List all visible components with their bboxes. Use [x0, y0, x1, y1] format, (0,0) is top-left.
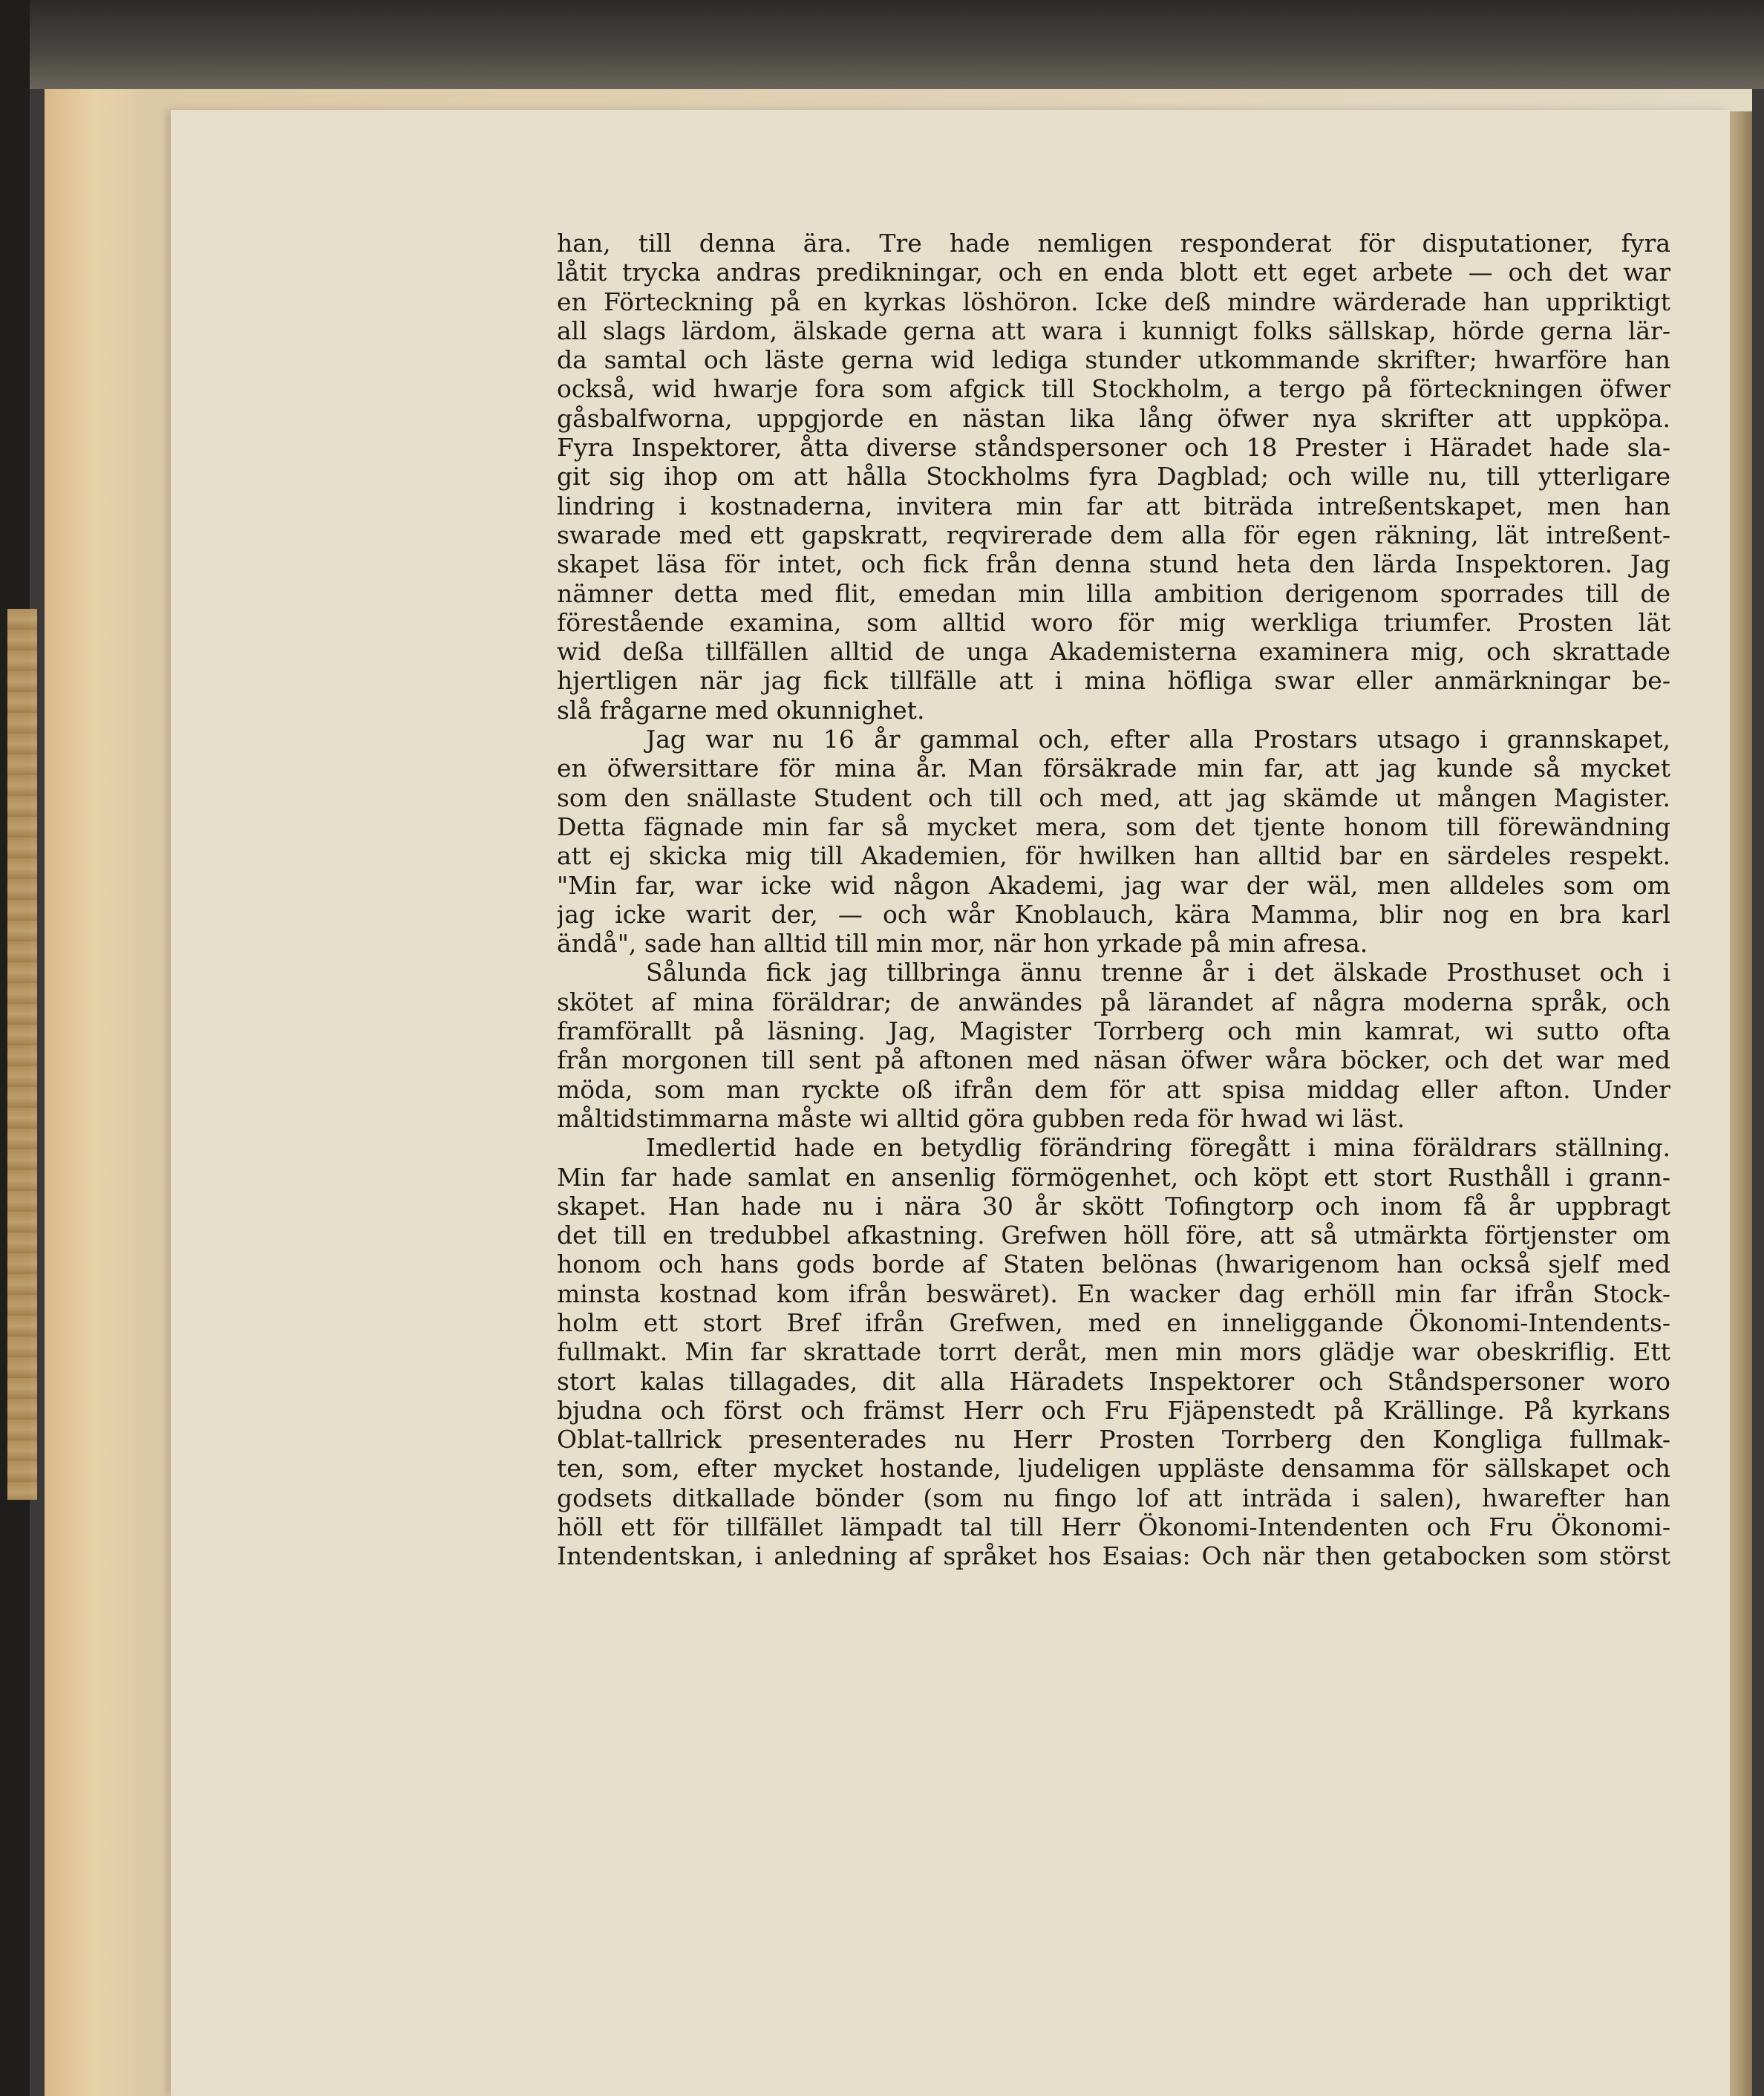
text-line: måltidstimmarna måste wi alltid göra gubben reda för hwad wi läst.: [557, 1103, 1405, 1133]
text-line: da samtal och läste gerna wid lediga stunder utkommande skrifter; hwarföre han: [557, 345, 1670, 375]
text-line: en Förteckning på en kyrkas löshöron. Icke deß mindre wärderade han uppriktigt: [557, 287, 1670, 316]
text-line: gåsbalfworna, uppgjorde en nästan lika lång öfwer nya skrifter att uppköpa.: [557, 403, 1670, 433]
book-cover-top: [0, 0, 1764, 89]
text-line: nämner detta med flit, emedan min lilla ambition derigenom sporrades till de: [557, 578, 1670, 608]
text-line: Intendentskan, i anledning af språket hos Esaias: Och när then getabocken som störst: [557, 1541, 1670, 1571]
text-line: Jag war nu 16 år gammal och, efter alla Prostars utsago i grannskapet,: [646, 725, 1670, 754]
text-line: skapet. Han hade nu i nära 30 år skött Tofingtorp och inom få år uppbragt: [557, 1191, 1670, 1221]
text-line: godsets ditkallade bönder (som nu fingo lof att inträda i salen), hwarefter han: [557, 1483, 1670, 1512]
text-line: honom och hans gods borde af Staten belönas (hwarigenom han också sjelf med: [557, 1250, 1670, 1279]
text-line: förestående examina, som alltid woro för mig werkliga triumfer. Prosten lät: [557, 607, 1670, 637]
text-line: Detta fägnade min far så mycket mera, som det tjente honom till förewändning: [557, 812, 1670, 841]
page-text: [557, 229, 1670, 1571]
text-line: låtit trycka andras predikningar, och en enda blott ett eget arbete — och det war: [557, 258, 1670, 287]
text-line: swarade med ett gapskratt, reqvirerade dem alla för egen räkning, lät intreßent-: [557, 520, 1670, 549]
text-line: fullmakt. Min far skrattade torrt deråt, men min mors glädje war obeskriflig. Ett: [557, 1337, 1670, 1367]
text-line: ten, som, efter mycket hostande, ljudeligen uppläste densamma för sällskapet och: [557, 1454, 1670, 1483]
text-line: jag icke warit der, — och wår Knoblauch, kära Mamma, blir nog en bra karl: [557, 899, 1670, 929]
text-line: git sig ihop om att hålla Stockholms fyra Dagblad; och wille nu, till ytterligare: [557, 462, 1670, 492]
text-line: minsta kostnad kom ifrån beswäret). En wacker dag erhöll min far ifrån Stock-: [557, 1279, 1670, 1308]
text-line: som den snällaste Student och till och med, att jag skämde ut mången Magister.: [557, 783, 1670, 812]
text-line: holm ett stort Bref ifrån Grefwen, med en inneliggande Ökonomi-Intendents-: [557, 1307, 1670, 1337]
text-line: att ej skicka mig till Akademien, för hwilken han alltid bar en särdeles respekt.: [557, 841, 1670, 871]
text-line: "Min far, war icke wid någon Akademi, jag war der wäl, men alldeles som om: [557, 870, 1670, 900]
text-line: ändå", sade han alltid till min mor, när hon yrkade på min afresa.: [557, 929, 1368, 959]
text-line: hjertligen när jag fick tillfälle att i mina höfliga swar eller anmärkningar be-: [557, 666, 1670, 696]
text-line: han, till denna ära. Tre hade nemligen responderat för disputationer, fyra: [557, 229, 1670, 258]
text-line: det till en tredubbel afkastning. Grefwen höll före, att så utmärkta förtjenster om: [557, 1221, 1670, 1250]
text-line: höll ett för tillfället lämpadt tal till Herr Ökonomi-Intendenten och Fru Ökonomi-: [557, 1512, 1670, 1542]
text-line: all slags lärdom, älskade gerna att wara i kunnigt folks sällskap, hörde gerna lär-: [557, 316, 1670, 345]
text-line: stort kalas tillagades, dit alla Häradets Inspektorer och Ståndspersoner woro: [557, 1366, 1670, 1396]
text-line: slå frågarne med okunnighet.: [557, 695, 925, 725]
text-line: också, wid hwarje fora som afgick till Stockholm, a tergo på förteckningen öfwer: [557, 374, 1670, 404]
text-line: wid deßa tillfällen alltid de unga Akademisterna examinera mig, och skrattade: [557, 637, 1670, 667]
text-line: en öfwersittare för mina år. Man försäkrade min far, att jag kunde så mycket: [557, 754, 1670, 783]
text-line: bjudna och först och främst Herr och Fru Fjäpenstedt på Krällinge. På kyrkans: [557, 1395, 1670, 1425]
text-line: lindring i kostnaderna, invitera min far att biträda intreßentskapet, men han: [557, 491, 1670, 520]
text-line: skapet läsa för intet, och fick från denna stund heta den lärda Inspektoren. Jag: [557, 549, 1670, 579]
page-edge-wear: [7, 609, 37, 1500]
text-line: Fyra Inspektorer, åtta diverse ståndspersoner och 18 Prester i Häradet hade sla-: [557, 433, 1670, 463]
text-line: framförallt på läsning. Jag, Magister Torrberg och min kamrat, wi sutto ofta: [557, 1016, 1670, 1046]
text-line: skötet af mina föräldrar; de anwändes på lärandet af några moderna språk, och: [557, 987, 1670, 1016]
text-line: Oblat-tallrick presenterades nu Herr Prosten Torrberg den Kongliga fullmak-: [557, 1425, 1670, 1455]
text-line: från morgonen till sent på aftonen med näsan öfwer wåra böcker, och det war med: [557, 1045, 1670, 1075]
text-line: Min far hade samlat en ansenlig förmögenhet, och köpt ett stort Rusthåll i grann-: [557, 1162, 1670, 1192]
text-line: möda, som man ryckte oß ifrån dem för att spisa middag eller afton. Under: [557, 1074, 1670, 1104]
text-line: Imedlertid hade en betydlig förändring föregått i mina föräldrars ställning.: [646, 1133, 1670, 1163]
text-line: Sålunda fick jag tillbringa ännu trenne år i det älskade Prosthuset och i: [646, 958, 1670, 987]
